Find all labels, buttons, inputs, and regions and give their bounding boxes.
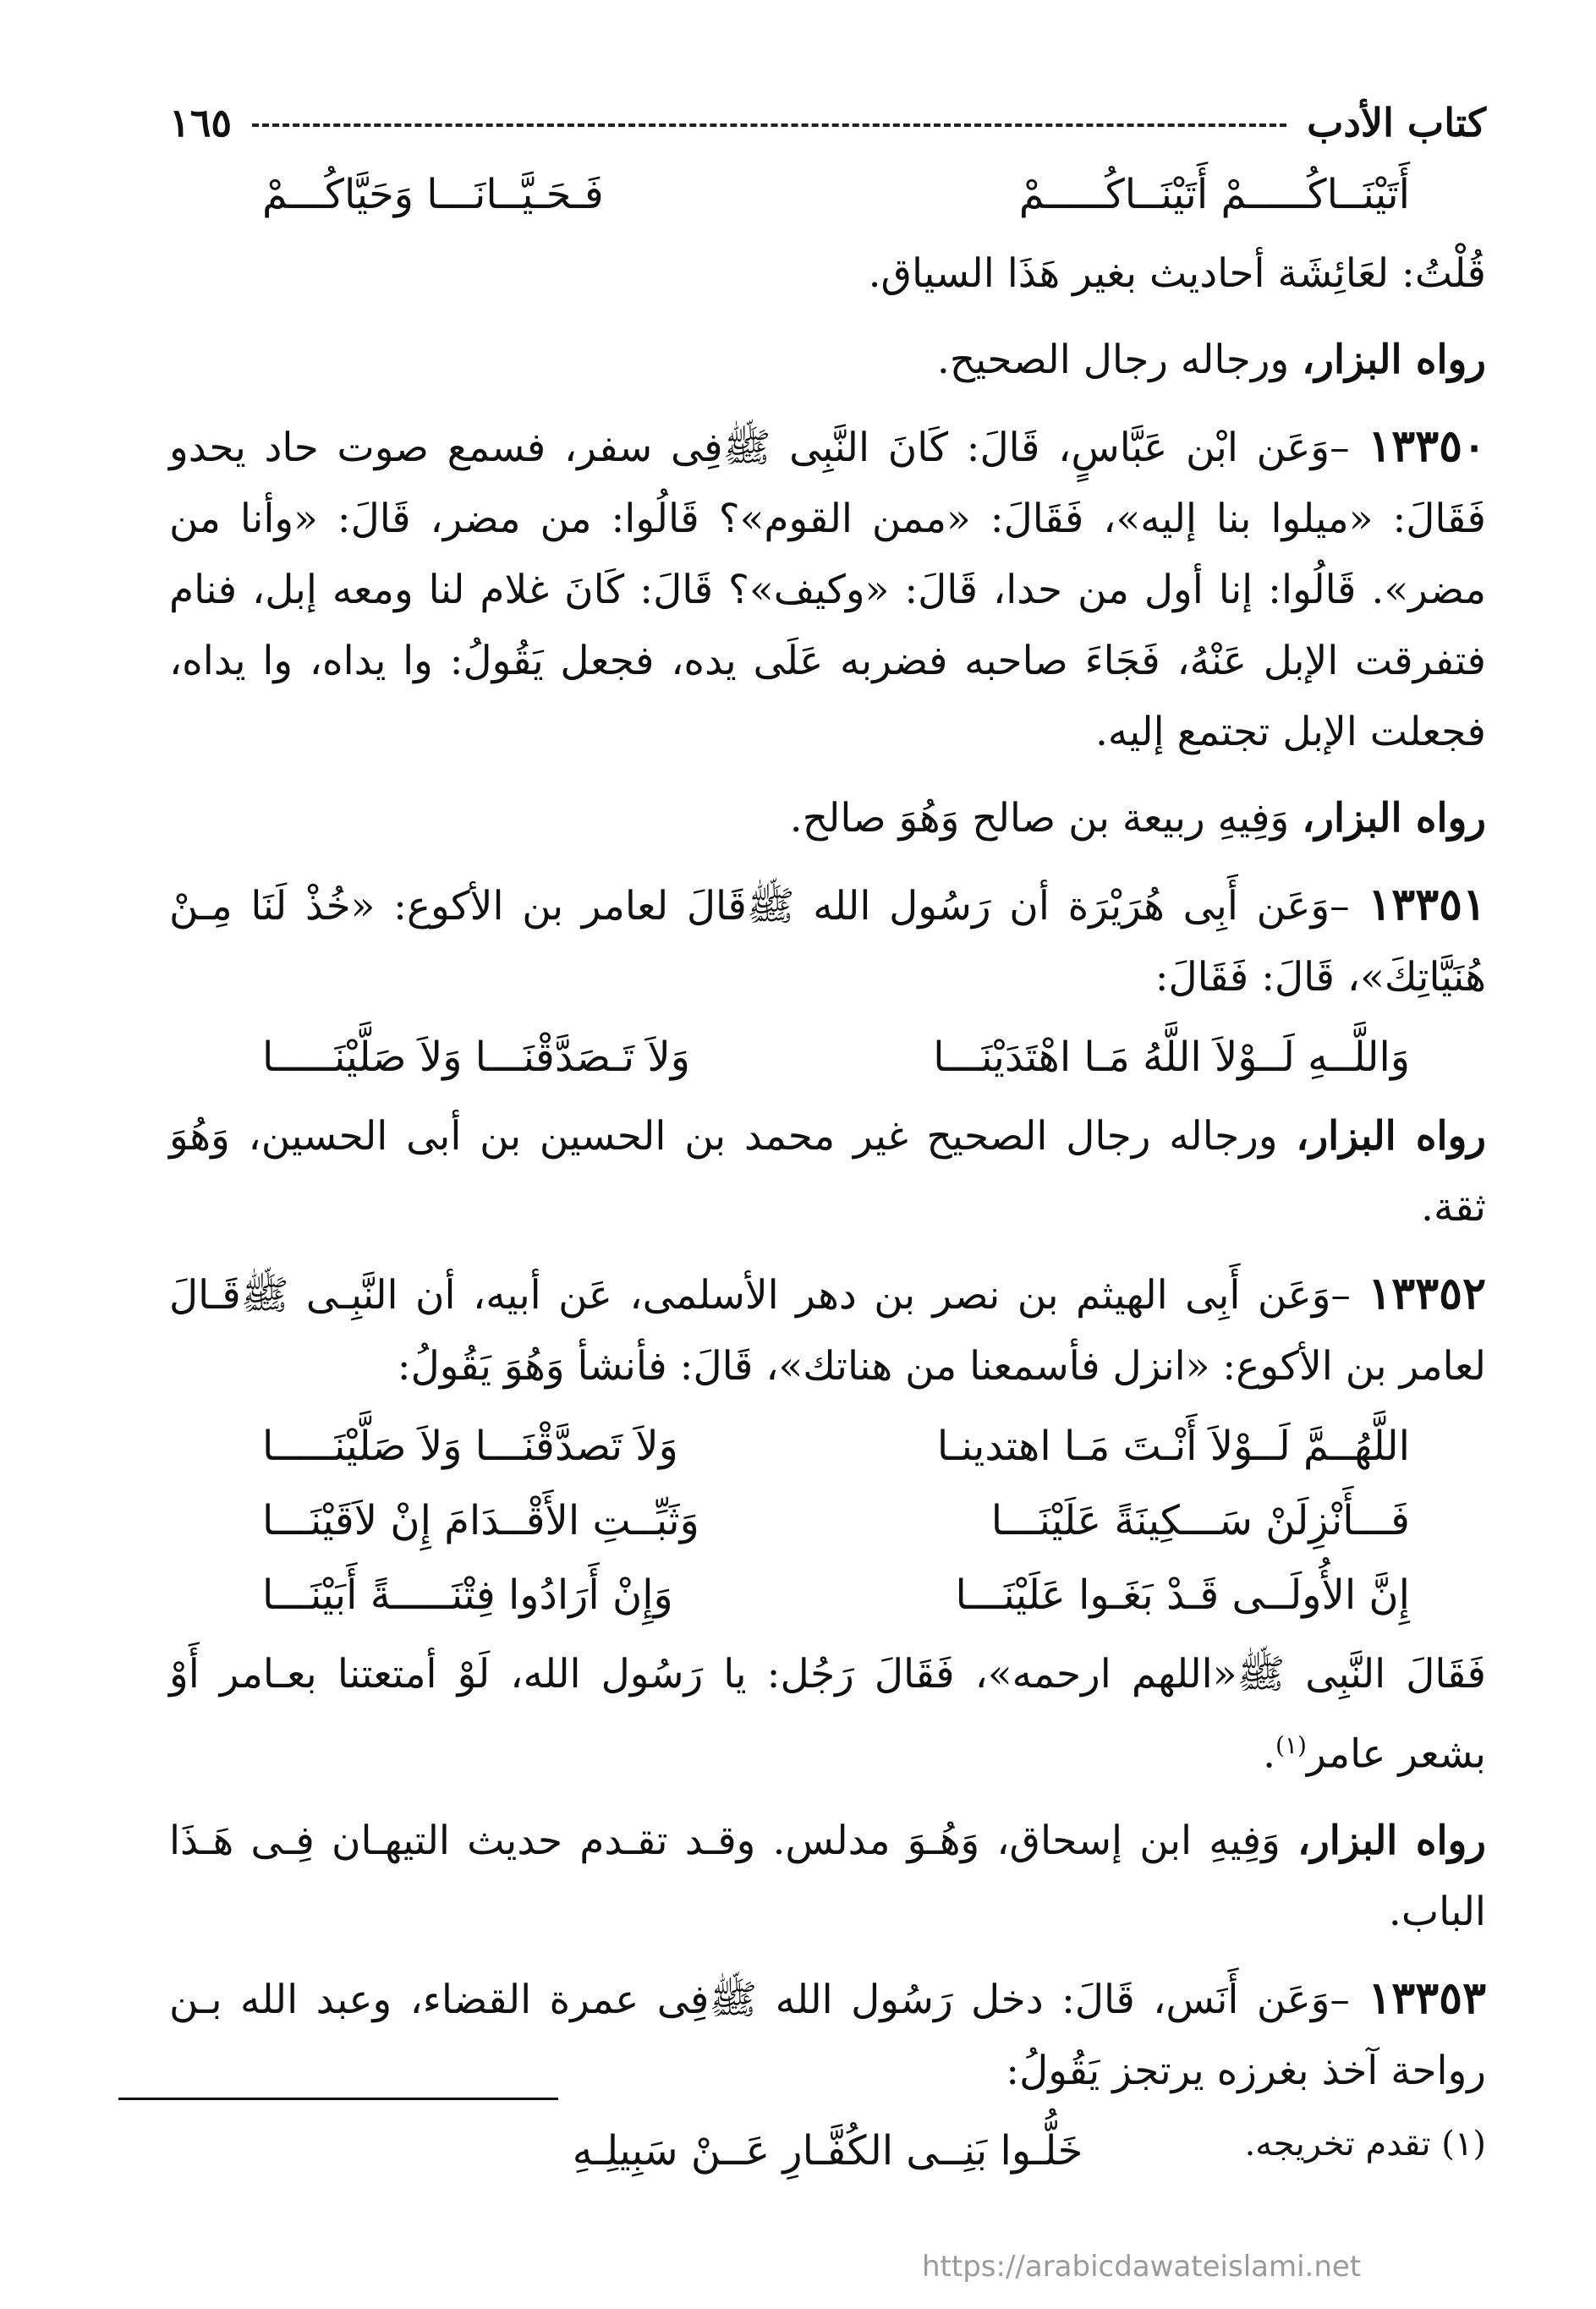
footnote-marker[interactable]: (١): [1275, 1731, 1307, 1759]
paragraph-text: وَفِيهِ ربيعة بن صالح وَهُوَ صالح.: [789, 795, 1303, 842]
paragraph-text: فَقَالَ النَّبِى ﷺ«اللهم ارحمه»، فَقَالَ رَجُل: يا رَسُول الله، لَوْ أمتعتنا بعـامر أَوْ بشعر عامر: [169, 1651, 1486, 1778]
hadith-number: ١٣٣٥٢: [1368, 1268, 1486, 1319]
footnote-rule: [118, 2098, 558, 2100]
hadith-number: ١٣٣٥١: [1368, 879, 1486, 930]
verse-hemistich: وَاللَّــهِ لَــوْلاَ اللَّهُ مَـا اهْتَدَيْنَـــا: [933, 1034, 1410, 1081]
watermark-url: https://arabicdawateislami.net: [922, 2250, 1362, 2284]
paragraph-text: .: [1263, 1730, 1276, 1778]
verse-line: [169, 1022, 1486, 1093]
hadith-text: –وَعَن أَبِى هُرَيْرَة أن رَسُول الله ﷺقَالَ لعامر بن الأكوع: «خُذْ لَنَا مِـنْ هُنَيَّاتِكَ»، قَالَ: فَقَالَ:: [169, 883, 1486, 1001]
hadith-13350: [169, 411, 1486, 768]
header-rule: [252, 123, 1286, 127]
hadith-number: ١٣٣٥٣: [1368, 1972, 1486, 2024]
source-attribution: رواه البزار،: [1297, 1817, 1486, 1864]
paragraph-text: وَفِيهِ ابن إسحاق، وَهُـوَ مدلس. وقـد تقـدم حديث التيهـان فِـى هَـذَا الباب.: [169, 1817, 1486, 1935]
paragraph: [169, 325, 1486, 396]
paragraph: قُلْتُ: لعَائِشَة أحاديث بغير هَذَا السياق.: [868, 250, 1486, 297]
verse-hemistich: اللَّهُــمَّ لَــوْلاَ أَنْـتَ مَـا اهتدينـا: [936, 1423, 1410, 1470]
verse-hemistich: وَإِنْ أَرَادُوا فِتْنَـــــةً أَبَيْنَـــا: [262, 1571, 673, 1619]
verse-line: [169, 159, 1486, 230]
hadith-text: –وَعَن ابْن عَبَّاسٍ، قَالَ: كَانَ النَّبِى ﷺفِى سفر، فسمع صوت حاد يحدو فَقَالَ: «ميلوا بنا إليه»، فَقَالَ: «ممن القوم»؟ قَالُوا: من مضر، قَالَ: «وأنا من مضر». قَالُوا: إنا أول من حدا، قَالَ: «وكيف»؟ قَالَ: كَانَ غلام لنا ومعه إبل، فنام فتفرقت الإبل عَنْهُ، فَجَاءَ صاحبه فضربه عَلَى يده، فجعل يَقُولُ: وا يداه، وا يداه، فجعلت الإبل تجتمع إليه.: [169, 425, 1486, 755]
hadith-13352: [169, 1259, 1486, 1402]
verse-line: [169, 1485, 1486, 1556]
page-number: ١٦٥: [169, 100, 233, 145]
verse-hemistich: وَلاَ تَـصَدَّقْنَـــا وَلاَ صَلَّيْنَـــــا: [262, 1034, 690, 1081]
book-title: كتاب الأدب: [1307, 100, 1486, 145]
running-head: [169, 93, 1486, 152]
hadith-text: –وَعَن أَنَس، قَالَ: دخل رَسُول الله ﷺفِى عمرة القضاء، وعبد الله بـن رواحة آخذ بغرزه يرتجز يَقُولُ:: [169, 1976, 1486, 2094]
source-attribution: رواه البزار،: [1302, 337, 1486, 383]
hadith-text: –وَعَن أَبِى الهيثم بن نصر بن دهر الأسلمى، عَن أبيه، أن النَّبِـى ﷺقَـالَ لعامر بن الأكوع: «انزل فأسمعنا من هناتك»، قَالَ: فأنشأ وَهُوَ يَقُولُ:: [169, 1272, 1486, 1390]
paragraph: [169, 783, 1486, 854]
footnote: (١) تقدم تخريجه.: [1244, 2125, 1486, 2164]
verse-line: [169, 1411, 1486, 1482]
verse-hemistich: وَثَبِّــتِ الأَقْــدَامَ إِنْ لاَقَيْنَـــا: [262, 1497, 699, 1544]
paragraph-text: ورجاله رجال الصحيح.: [936, 337, 1303, 383]
source-attribution: رواه البزار،: [1302, 795, 1486, 842]
verse-hemistich: خَلُّـوا بَنِــى الكُفَّـارِ عَــنْ سَبِيلِـهِ: [572, 2126, 1083, 2175]
paragraph: [169, 1101, 1486, 1243]
hadith-13353: [169, 1963, 1486, 2107]
paragraph: [169, 1639, 1486, 1791]
verse-hemistich: إِنَّ الأُولَــى قَـدْ بَغَـوا عَلَيْنَـــا: [955, 1571, 1410, 1619]
hadith-number: ١٣٣٥٠: [1368, 420, 1486, 472]
hadith-13351: [169, 869, 1486, 1013]
paragraph-text: ورجاله رجال الصحيح غير محمد بن الحسين بن أبى الحسين، وَهُوَ ثقة.: [169, 1113, 1486, 1231]
verse-hemistich: فَـــأَنْزِلَنْ سَـــكِينَةً عَلَيْنَـــا: [990, 1497, 1410, 1544]
verse-line: [169, 1560, 1486, 1631]
verse-hemistich: فَـحَـيَّــانَـــا وَحَيَّاكُـــمْ: [262, 171, 604, 218]
source-attribution: رواه البزار،: [1296, 1113, 1486, 1160]
verse-hemistich: أَتَيْنَــاكُـــــمْ أَتَيْنَــاكُـــــمْ: [1018, 171, 1410, 218]
verse-hemistich: وَلاَ تَصدَّقْنَـــا وَلاَ صَلَّيْنَـــــا: [262, 1423, 678, 1470]
paragraph: [169, 1806, 1486, 1948]
